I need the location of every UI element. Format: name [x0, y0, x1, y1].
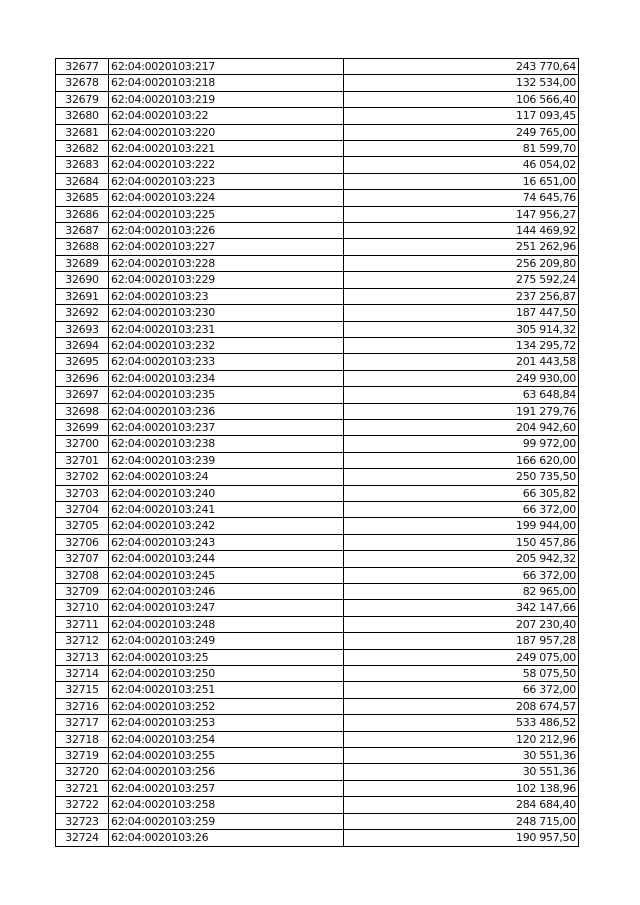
table-row [56, 469, 579, 485]
row-number-cell: 32719 [56, 748, 109, 764]
table-row [56, 616, 579, 632]
cadastral-value-cell: 342 147,66 [344, 600, 579, 616]
cadastral-value-cell: 205 942,32 [344, 551, 579, 567]
cadastral-number-cell: 62:04:0020103:251 [109, 682, 344, 698]
cadastral-value-cell: 187 447,50 [344, 305, 579, 321]
row-number-cell: 32694 [56, 337, 109, 353]
table-row [56, 305, 579, 321]
cadastral-number-cell: 62:04:0020103:255 [109, 748, 344, 764]
cadastral-value-table [55, 58, 579, 847]
cadastral-number-cell: 62:04:0020103:256 [109, 764, 344, 780]
table-row [56, 91, 579, 107]
cadastral-number-cell: 62:04:0020103:233 [109, 354, 344, 370]
cadastral-value-cell: 166 620,00 [344, 452, 579, 468]
row-number-cell: 32717 [56, 715, 109, 731]
cadastral-number-cell: 62:04:0020103:242 [109, 518, 344, 534]
cadastral-value-cell: 208 674,57 [344, 698, 579, 714]
cadastral-number-cell: 62:04:0020103:237 [109, 419, 344, 435]
table-row [56, 124, 579, 140]
row-number-cell: 32712 [56, 633, 109, 649]
cadastral-number-cell: 62:04:0020103:258 [109, 797, 344, 813]
cadastral-number-cell: 62:04:0020103:220 [109, 124, 344, 140]
cadastral-value-cell: 249 930,00 [344, 370, 579, 386]
table-row [56, 715, 579, 731]
cadastral-number-cell: 62:04:0020103:229 [109, 272, 344, 288]
cadastral-number-cell: 62:04:0020103:239 [109, 452, 344, 468]
table-row [56, 682, 579, 698]
cadastral-value-cell: 106 566,40 [344, 91, 579, 107]
cadastral-number-cell: 62:04:0020103:240 [109, 485, 344, 501]
cadastral-value-cell: 207 230,40 [344, 616, 579, 632]
row-number-cell: 32679 [56, 91, 109, 107]
table-body [56, 59, 579, 847]
table-row [56, 419, 579, 435]
cadastral-number-cell: 62:04:0020103:227 [109, 239, 344, 255]
cadastral-value-cell: 132 534,00 [344, 75, 579, 91]
table-row [56, 370, 579, 386]
cadastral-number-cell: 62:04:0020103:257 [109, 780, 344, 796]
row-number-cell: 32711 [56, 616, 109, 632]
cadastral-value-cell: 30 551,36 [344, 748, 579, 764]
table-row [56, 436, 579, 452]
cadastral-value-cell: 134 295,72 [344, 337, 579, 353]
row-number-cell: 32700 [56, 436, 109, 452]
cadastral-number-cell: 62:04:0020103:225 [109, 206, 344, 222]
table-row [56, 157, 579, 173]
row-number-cell: 32699 [56, 419, 109, 435]
cadastral-value-cell: 201 443,58 [344, 354, 579, 370]
table-row [56, 452, 579, 468]
table-row [56, 551, 579, 567]
table-row [56, 780, 579, 796]
cadastral-number-cell: 62:04:0020103:231 [109, 321, 344, 337]
cadastral-number-cell: 62:04:0020103:249 [109, 633, 344, 649]
table-row [56, 387, 579, 403]
cadastral-value-cell: 249 765,00 [344, 124, 579, 140]
cadastral-number-cell: 62:04:0020103:252 [109, 698, 344, 714]
row-number-cell: 32703 [56, 485, 109, 501]
row-number-cell: 32709 [56, 584, 109, 600]
cadastral-number-cell: 62:04:0020103:219 [109, 91, 344, 107]
cadastral-number-cell: 62:04:0020103:245 [109, 567, 344, 583]
table-row [56, 403, 579, 419]
cadastral-value-cell: 66 372,00 [344, 501, 579, 517]
cadastral-number-cell: 62:04:0020103:223 [109, 173, 344, 189]
cadastral-value-cell: 190 957,50 [344, 830, 579, 846]
cadastral-value-cell: 99 972,00 [344, 436, 579, 452]
cadastral-value-cell: 117 093,45 [344, 108, 579, 124]
table-row [56, 288, 579, 304]
cadastral-number-cell: 62:04:0020103:24 [109, 469, 344, 485]
table-row [56, 190, 579, 206]
table-row [56, 584, 579, 600]
row-number-cell: 32715 [56, 682, 109, 698]
table-row [56, 518, 579, 534]
cadastral-number-cell: 62:04:0020103:253 [109, 715, 344, 731]
row-number-cell: 32688 [56, 239, 109, 255]
table-row [56, 534, 579, 550]
cadastral-number-cell: 62:04:0020103:217 [109, 59, 344, 75]
row-number-cell: 32714 [56, 666, 109, 682]
cadastral-value-cell: 58 075,50 [344, 666, 579, 682]
cadastral-value-cell: 250 735,50 [344, 469, 579, 485]
table-row [56, 75, 579, 91]
row-number-cell: 32684 [56, 173, 109, 189]
table-row [56, 321, 579, 337]
table-row [56, 698, 579, 714]
row-number-cell: 32705 [56, 518, 109, 534]
table-row [56, 797, 579, 813]
cadastral-value-cell: 66 372,00 [344, 567, 579, 583]
row-number-cell: 32690 [56, 272, 109, 288]
cadastral-value-cell: 63 648,84 [344, 387, 579, 403]
row-number-cell: 32693 [56, 321, 109, 337]
cadastral-number-cell: 62:04:0020103:25 [109, 649, 344, 665]
cadastral-value-cell: 147 956,27 [344, 206, 579, 222]
row-number-cell: 32696 [56, 370, 109, 386]
cadastral-number-cell: 62:04:0020103:248 [109, 616, 344, 632]
cadastral-value-cell: 82 965,00 [344, 584, 579, 600]
row-number-cell: 32687 [56, 223, 109, 239]
cadastral-number-cell: 62:04:0020103:221 [109, 141, 344, 157]
table-row [56, 59, 579, 75]
row-number-cell: 32718 [56, 731, 109, 747]
cadastral-number-cell: 62:04:0020103:228 [109, 255, 344, 271]
row-number-cell: 32710 [56, 600, 109, 616]
cadastral-value-cell: 237 256,87 [344, 288, 579, 304]
cadastral-value-cell: 533 486,52 [344, 715, 579, 731]
cadastral-value-cell: 199 944,00 [344, 518, 579, 534]
row-number-cell: 32680 [56, 108, 109, 124]
row-number-cell: 32716 [56, 698, 109, 714]
table-row [56, 830, 579, 846]
row-number-cell: 32701 [56, 452, 109, 468]
row-number-cell: 32704 [56, 501, 109, 517]
cadastral-value-cell: 46 054,02 [344, 157, 579, 173]
cadastral-number-cell: 62:04:0020103:241 [109, 501, 344, 517]
cadastral-number-cell: 62:04:0020103:226 [109, 223, 344, 239]
cadastral-value-cell: 275 592,24 [344, 272, 579, 288]
cadastral-value-cell: 284 684,40 [344, 797, 579, 813]
cadastral-number-cell: 62:04:0020103:230 [109, 305, 344, 321]
cadastral-value-cell: 204 942,60 [344, 419, 579, 435]
table-row [56, 666, 579, 682]
document-page [55, 58, 579, 847]
cadastral-number-cell: 62:04:0020103:246 [109, 584, 344, 600]
table-row [56, 501, 579, 517]
cadastral-number-cell: 62:04:0020103:222 [109, 157, 344, 173]
row-number-cell: 32723 [56, 813, 109, 829]
cadastral-value-cell: 251 262,96 [344, 239, 579, 255]
cadastral-number-cell: 62:04:0020103:254 [109, 731, 344, 747]
row-number-cell: 32708 [56, 567, 109, 583]
cadastral-number-cell: 62:04:0020103:235 [109, 387, 344, 403]
cadastral-value-cell: 120 212,96 [344, 731, 579, 747]
cadastral-value-cell: 30 551,36 [344, 764, 579, 780]
row-number-cell: 32713 [56, 649, 109, 665]
table-row [56, 255, 579, 271]
cadastral-value-cell: 248 715,00 [344, 813, 579, 829]
cadastral-value-cell: 74 645,76 [344, 190, 579, 206]
cadastral-value-cell: 187 957,28 [344, 633, 579, 649]
row-number-cell: 32707 [56, 551, 109, 567]
table-row [56, 764, 579, 780]
table-row [56, 748, 579, 764]
cadastral-number-cell: 62:04:0020103:244 [109, 551, 344, 567]
row-number-cell: 32678 [56, 75, 109, 91]
table-row [56, 272, 579, 288]
cadastral-number-cell: 62:04:0020103:247 [109, 600, 344, 616]
cadastral-value-cell: 191 279,76 [344, 403, 579, 419]
cadastral-value-cell: 243 770,64 [344, 59, 579, 75]
table-row [56, 633, 579, 649]
table-row [56, 354, 579, 370]
row-number-cell: 32692 [56, 305, 109, 321]
cadastral-number-cell: 62:04:0020103:218 [109, 75, 344, 91]
row-number-cell: 32724 [56, 830, 109, 846]
table-row [56, 206, 579, 222]
cadastral-value-cell: 66 305,82 [344, 485, 579, 501]
row-number-cell: 32686 [56, 206, 109, 222]
cadastral-number-cell: 62:04:0020103:23 [109, 288, 344, 304]
cadastral-value-cell: 66 372,00 [344, 682, 579, 698]
row-number-cell: 32681 [56, 124, 109, 140]
row-number-cell: 32722 [56, 797, 109, 813]
table-row [56, 600, 579, 616]
cadastral-value-cell: 102 138,96 [344, 780, 579, 796]
row-number-cell: 32695 [56, 354, 109, 370]
cadastral-number-cell: 62:04:0020103:236 [109, 403, 344, 419]
row-number-cell: 32720 [56, 764, 109, 780]
row-number-cell: 32706 [56, 534, 109, 550]
cadastral-value-cell: 256 209,80 [344, 255, 579, 271]
table-row [56, 141, 579, 157]
table-row [56, 337, 579, 353]
row-number-cell: 32702 [56, 469, 109, 485]
row-number-cell: 32689 [56, 255, 109, 271]
table-row [56, 813, 579, 829]
row-number-cell: 32685 [56, 190, 109, 206]
table-row [56, 649, 579, 665]
cadastral-value-cell: 16 651,00 [344, 173, 579, 189]
row-number-cell: 32677 [56, 59, 109, 75]
row-number-cell: 32698 [56, 403, 109, 419]
cadastral-number-cell: 62:04:0020103:224 [109, 190, 344, 206]
table-row [56, 239, 579, 255]
row-number-cell: 32682 [56, 141, 109, 157]
row-number-cell: 32697 [56, 387, 109, 403]
cadastral-number-cell: 62:04:0020103:26 [109, 830, 344, 846]
cadastral-number-cell: 62:04:0020103:22 [109, 108, 344, 124]
row-number-cell: 32683 [56, 157, 109, 173]
cadastral-number-cell: 62:04:0020103:232 [109, 337, 344, 353]
cadastral-number-cell: 62:04:0020103:259 [109, 813, 344, 829]
table-row [56, 108, 579, 124]
table-row [56, 223, 579, 239]
cadastral-value-cell: 249 075,00 [344, 649, 579, 665]
table-row [56, 731, 579, 747]
cadastral-value-cell: 81 599,70 [344, 141, 579, 157]
cadastral-value-cell: 150 457,86 [344, 534, 579, 550]
cadastral-number-cell: 62:04:0020103:234 [109, 370, 344, 386]
cadastral-number-cell: 62:04:0020103:238 [109, 436, 344, 452]
cadastral-value-cell: 144 469,92 [344, 223, 579, 239]
row-number-cell: 32721 [56, 780, 109, 796]
row-number-cell: 32691 [56, 288, 109, 304]
cadastral-value-cell: 305 914,32 [344, 321, 579, 337]
table-row [56, 173, 579, 189]
cadastral-number-cell: 62:04:0020103:243 [109, 534, 344, 550]
cadastral-number-cell: 62:04:0020103:250 [109, 666, 344, 682]
table-row [56, 485, 579, 501]
table-row [56, 567, 579, 583]
